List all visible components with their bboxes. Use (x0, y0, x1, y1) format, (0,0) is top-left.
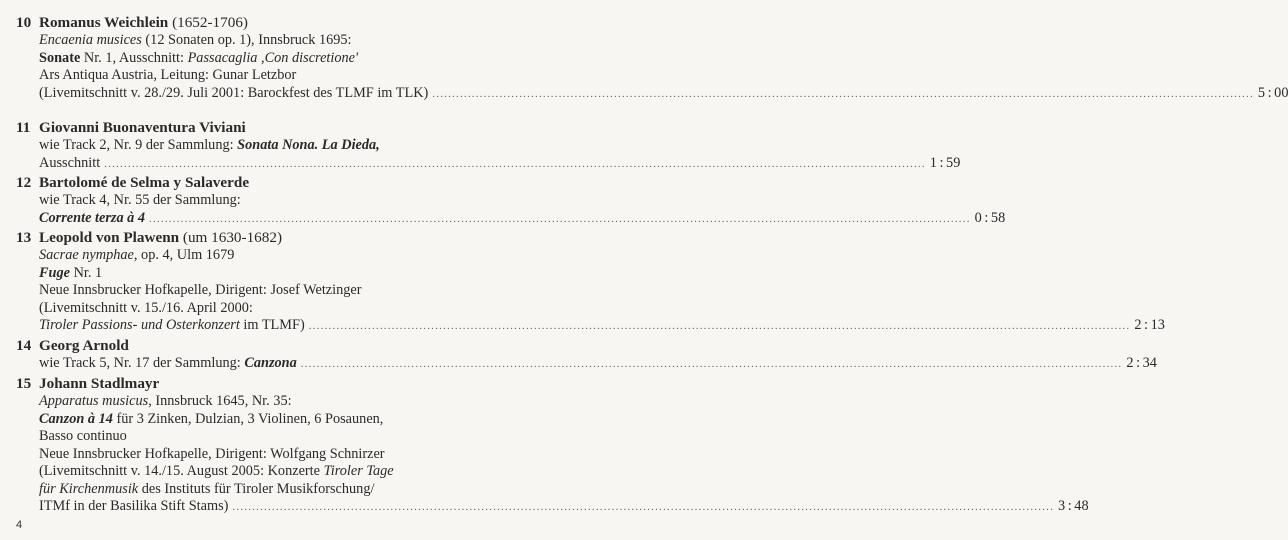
piece-title: Sonata Nona. La Dieda, (237, 137, 380, 153)
composer-name: Johann Stadlmayr (39, 375, 160, 392)
concert-title: Tiroler Passions- und Osterkonzert (39, 317, 240, 333)
festival-title-cont: für Kirchenmusik (39, 480, 139, 497)
movement-title: Passacaglia ,Con discretione' (187, 49, 359, 66)
piece-info: für 3 Zinken, Dulzian, 3 Violinen, 6 Posaunen, (116, 410, 384, 427)
track-number: 14 (16, 337, 32, 354)
festival-title: Tiroler Tage (323, 463, 394, 479)
piece-line (39, 50, 528, 68)
source-line (39, 137, 528, 155)
work-title: Apparatus musicus (39, 393, 149, 409)
dot-leader: ................................................................................................................................................................................................................ (308, 320, 1131, 332)
piece-title: Corrente terza à 4 (39, 209, 146, 226)
track-number: 15 (16, 375, 32, 392)
piece-title: Canzona (244, 355, 297, 371)
dot-leader: ................................................................................................................................................................................................................ (149, 212, 971, 225)
recording-line (39, 84, 1288, 104)
recording-line (39, 463, 528, 481)
work-info: , op. 4, Ulm 1679 (133, 247, 235, 263)
work-line (39, 247, 528, 265)
recording-info: (Livemitschnitt v. 14./15. August 2005: Konzerte (39, 463, 321, 479)
piece-line (39, 411, 528, 429)
work-info: (12 Sonaten op. 1), Innsbruck 1695: (145, 32, 352, 48)
recording-line-3 (39, 498, 1089, 517)
composer-name: Leopold von Plawenn (39, 229, 180, 246)
composer-name: Giovanni Buonaventura Viviani (39, 119, 246, 136)
composer-name: Bartolomé de Selma y Salaverde (39, 174, 250, 191)
track-number: 10 (16, 14, 32, 31)
track-duration: 1 : 59 (929, 154, 961, 171)
recording-line-2 (39, 481, 528, 499)
dot-leader: ................................................................................................................................................................................................................ (432, 87, 1254, 100)
excerpt-label: Ausschnitt (39, 154, 101, 171)
track-heading (16, 375, 528, 393)
track-number: 13 (16, 229, 32, 246)
track-11 (16, 119, 961, 173)
track-heading (16, 337, 528, 355)
track-heading (16, 174, 528, 192)
excerpt-line (39, 154, 961, 174)
ensemble-line: Neue Innsbrucker Hofkapelle, Dirigent: Wolfgang Schnirzer (39, 445, 385, 462)
piece-info: Nr. 1, Ausschnitt: (83, 49, 184, 66)
track-duration: 5 : 00 (1257, 84, 1288, 101)
track-duration: 0 : 58 (974, 209, 1006, 226)
recording-line-2 (39, 317, 1165, 336)
work-info: , Innsbruck 1645, Nr. 35: (148, 393, 292, 409)
track-heading (16, 119, 528, 137)
composer-name: Georg Arnold (39, 337, 129, 354)
piece-title: Sonate (39, 49, 81, 66)
track-number: 12 (16, 174, 32, 191)
track-15 (16, 375, 1089, 517)
work-title: Encaenia musices (39, 32, 142, 48)
track-12 (16, 174, 1006, 228)
track-13 (16, 229, 1165, 336)
ensemble-line: Ars Antiqua Austria, Leitung: Gunar Letzbor (39, 67, 297, 83)
track-14 (16, 337, 1157, 374)
composer-years: (um 1630-1682) (182, 229, 283, 246)
recording-venue: ITMf in der Basilika Stift Stams) (39, 498, 229, 514)
recording-info: (Livemitschnitt v. 28./29. Juli 2001: Barockfest des TLMF im TLK) (39, 84, 429, 101)
work-line (39, 32, 528, 50)
recording-venue: im TLMF) (243, 317, 305, 333)
dot-leader: ................................................................................................................................................................................................................ (104, 157, 926, 170)
track-duration: 3 : 48 (1058, 498, 1089, 514)
source-line (39, 355, 1157, 374)
dot-leader: ................................................................................................................................................................................................................ (300, 358, 1123, 370)
composer-years: (1652-1706) (172, 14, 248, 31)
track-duration: 2 : 34 (1126, 355, 1157, 371)
continuo-line: Basso continuo (39, 428, 127, 444)
composer-name: Romanus Weichlein (39, 14, 169, 31)
ensemble-line: Neue Innsbrucker Hofkapelle, Dirigent: Josef Wetzinger (39, 282, 362, 298)
dot-leader: ................................................................................................................................................................................................................ (232, 501, 1055, 513)
track-duration: 2 : 13 (1134, 317, 1165, 333)
track-heading (16, 229, 528, 247)
source-info: wie Track 5, Nr. 17 der Sammlung: (39, 355, 241, 371)
track-number: 11 (16, 119, 31, 136)
work-title: Sacrae nymphae (39, 247, 134, 263)
track-heading (16, 14, 528, 32)
work-line (39, 393, 528, 411)
title-line (39, 209, 1006, 229)
recording-line: (Livemitschnitt v. 15./16. April 2000: (39, 299, 253, 316)
piece-title: Fuge (39, 264, 70, 281)
track-10 (16, 14, 1288, 103)
piece-info: Nr. 1 (73, 264, 103, 281)
source-info: wie Track 2, Nr. 9 der Sammlung: (39, 137, 234, 153)
piece-line (39, 265, 528, 283)
piece-title: Canzon à 14 (39, 410, 113, 427)
institute-info: des Instituts für Tiroler Musikforschung/ (141, 480, 375, 497)
page-number: 4 (16, 519, 23, 531)
source-line: wie Track 4, Nr. 55 der Sammlung: (39, 192, 241, 208)
